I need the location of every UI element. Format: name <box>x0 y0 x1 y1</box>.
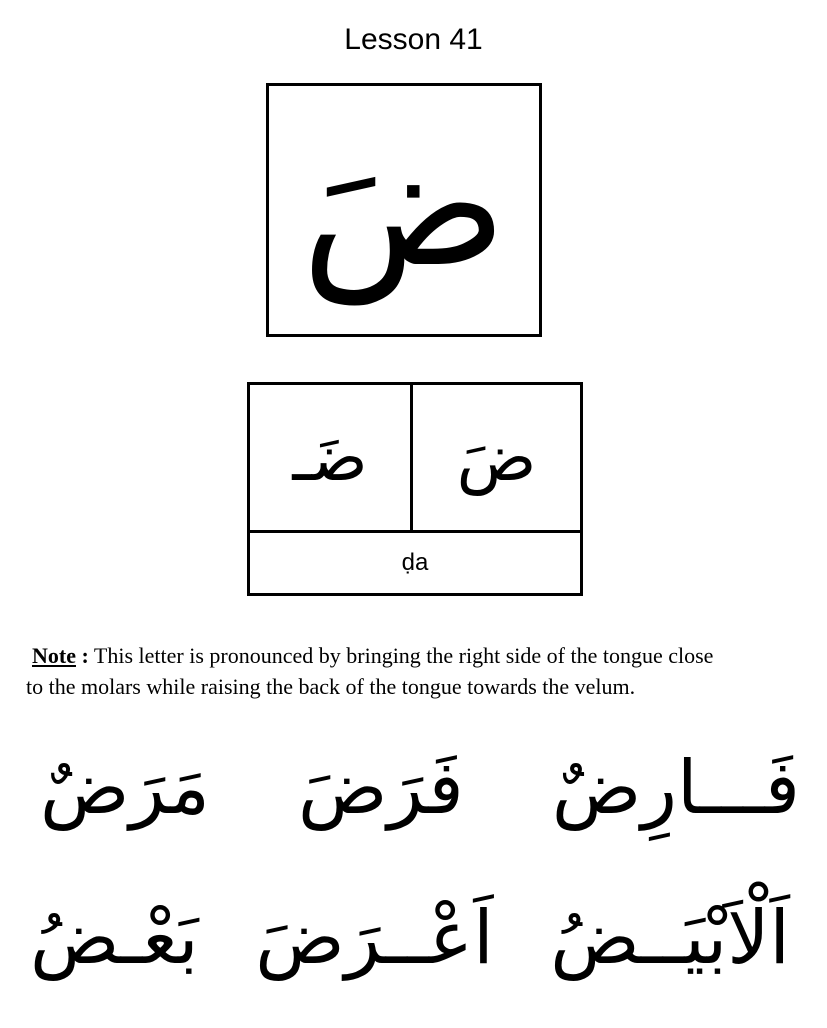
letter-main: ضَ <box>301 107 507 305</box>
practice-word: اَلْاَبْيَــضُ <box>550 895 790 981</box>
practice-word: فَـــارِضٌ <box>551 745 800 831</box>
letter-forms-row <box>250 385 580 533</box>
practice-word: فَرَضَ <box>298 745 464 831</box>
pronunciation-note <box>26 640 816 702</box>
letter-transliteration: ḍa <box>401 549 429 576</box>
practice-words-row-1 <box>30 740 810 836</box>
note-line-1 <box>26 640 816 671</box>
practice-words-row-2 <box>30 890 790 986</box>
lesson-title: Lesson 41 <box>344 23 483 56</box>
letter-forms-table <box>247 382 583 596</box>
letter-form-initial: ضَـ <box>250 385 413 530</box>
note-text-1: This letter is pronounced by bringing the right side of the tongue close <box>88 643 714 668</box>
note-text-2: to the molars while raising the back of the tongue towards the velum. <box>26 674 636 699</box>
letter-display-box <box>266 83 542 337</box>
note-colon: : <box>81 643 89 668</box>
letter-form-isolated: ضَ <box>456 419 537 496</box>
practice-word: اَعْــرَضَ <box>255 895 494 981</box>
note-label: Note <box>32 643 76 668</box>
practice-word: بَعْـضُ <box>30 895 199 981</box>
practice-word: مَرَضٌ <box>40 745 210 831</box>
